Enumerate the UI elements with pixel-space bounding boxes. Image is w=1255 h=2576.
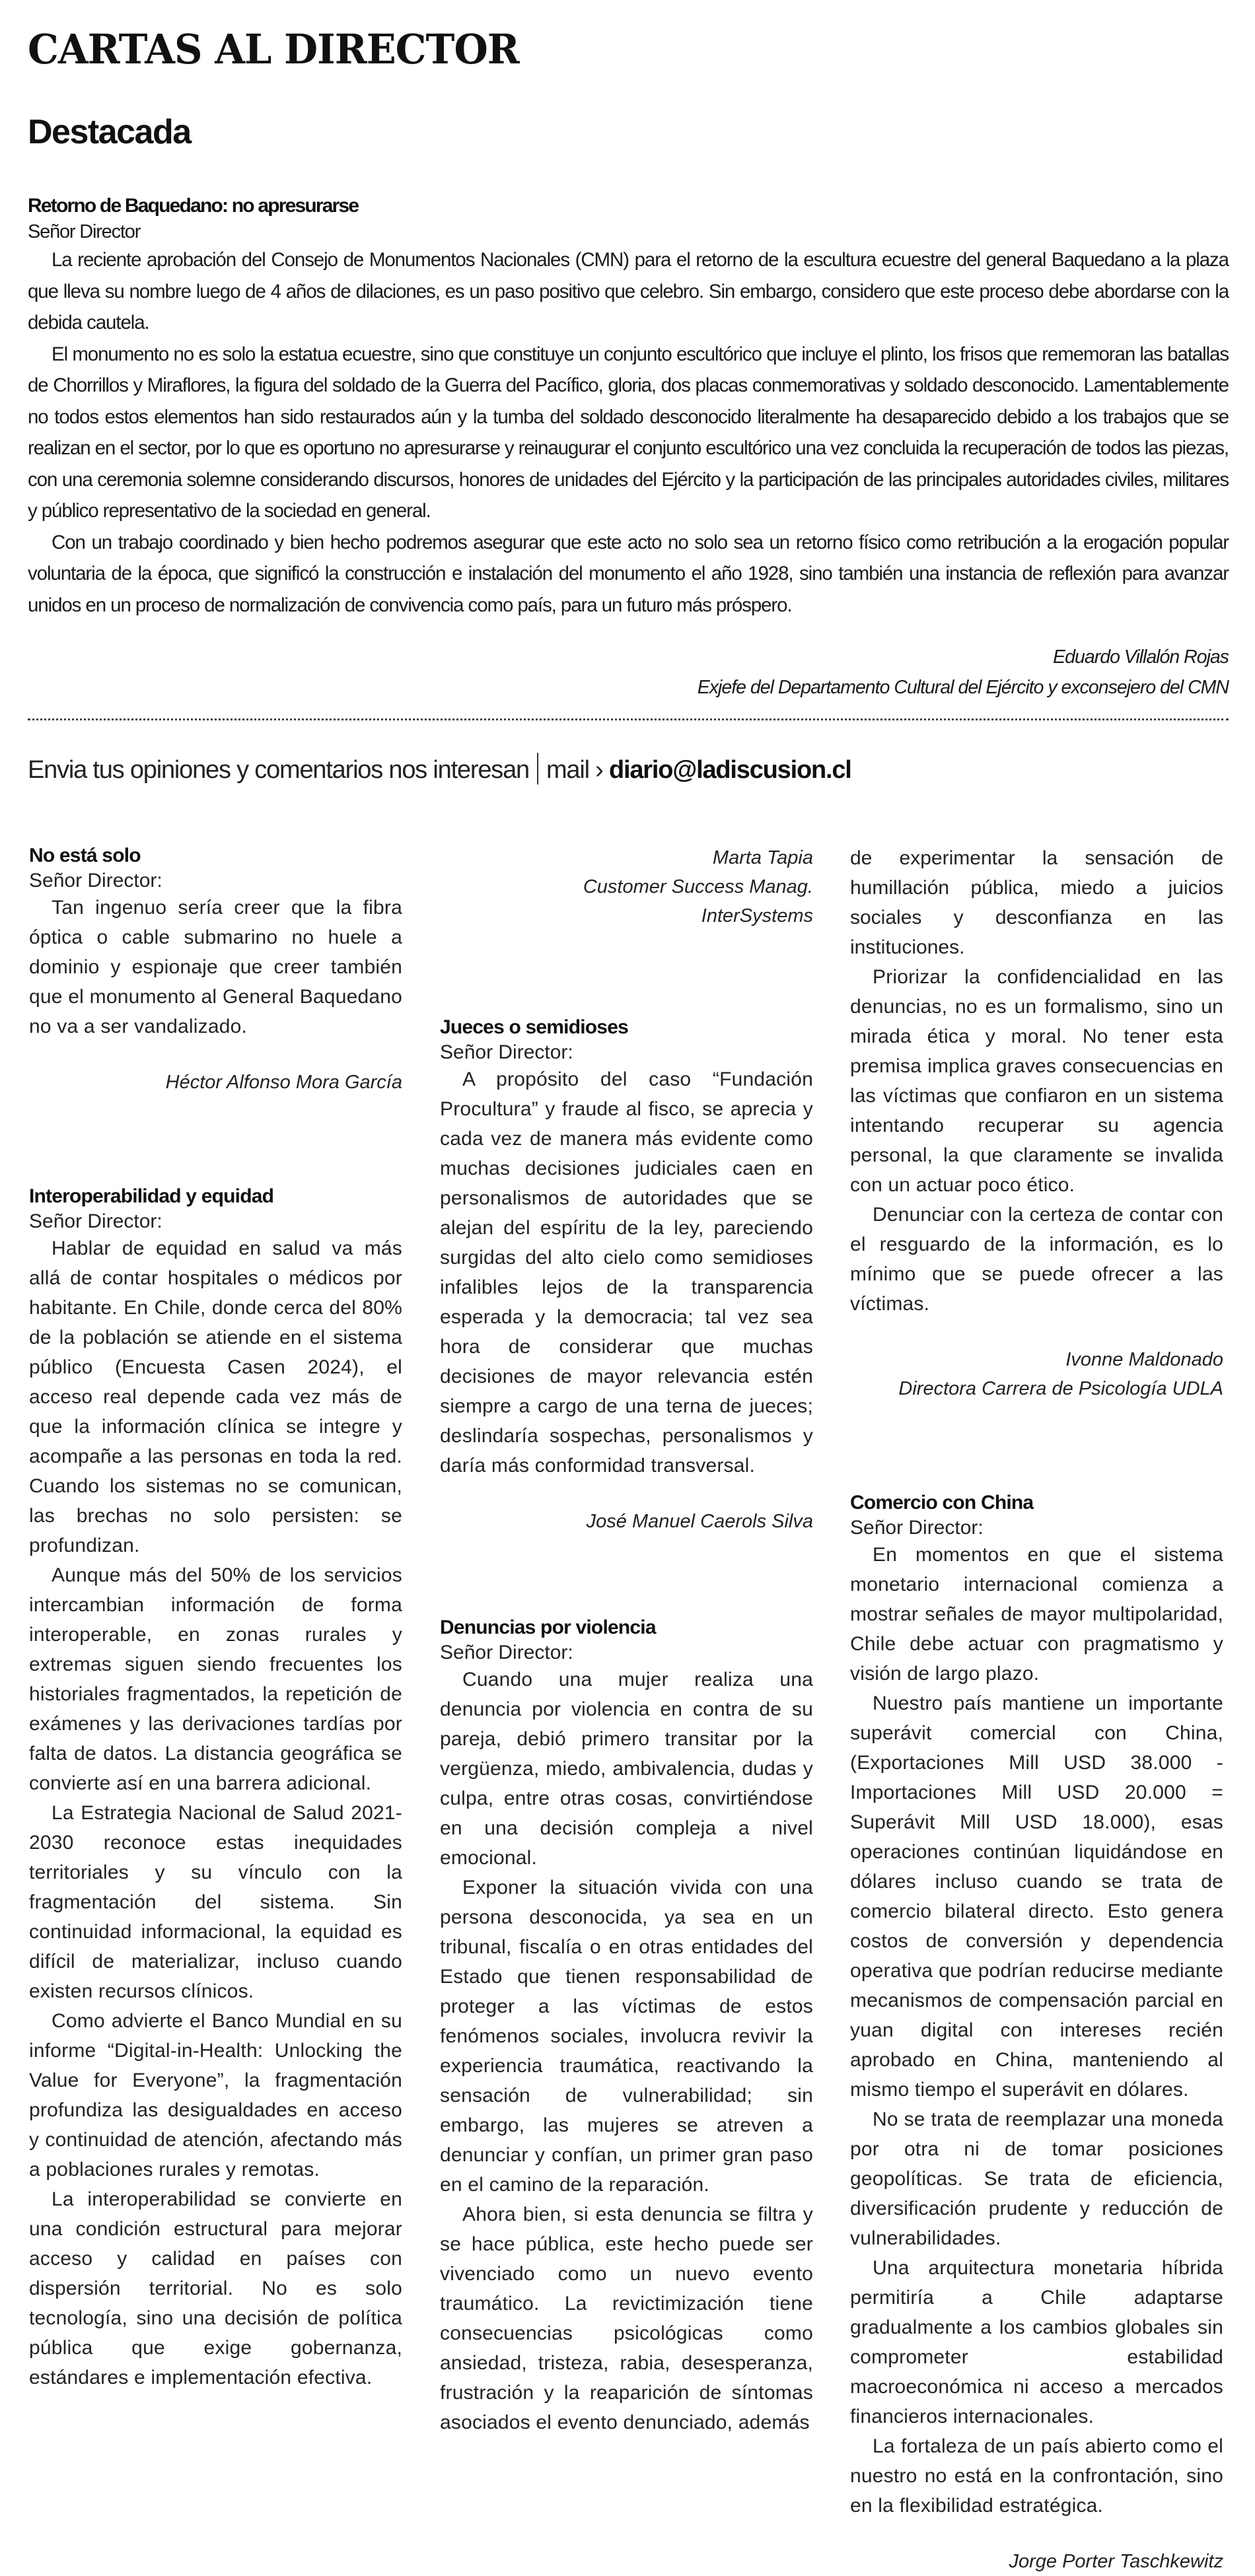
letter-paragraph: La Estrategia Nacional de Salud 2021-2030 reconoce estas inequidades territoriales y su vínculo con la fragmentación del sistema. Sin continuidad informacional, la equidad es difícil de materializar, incluso cuando existen recursos clínicos. <box>29 1802 402 2002</box>
letter-paragraph: La fortaleza de un país abierto como el nuestro no está en la confrontación, sino en la flexibilidad estratégica. <box>850 2435 1223 2517</box>
letter-paragraph: La reciente aprobación del Consejo de Monumentos Nacionales (CMN) para el retorno de la escultura ecuestre del general Baquedano a la plaza que lleva su nombre luego de 4 años de dilaciones, es un paso positivo que celebro. Sin embargo, considero que este proceso debe abordarse con la debida cautela. <box>28 249 1229 333</box>
letter-paragraph: Priorizar la confidencialidad en las denuncias, no es un formalismo, sino un mirada ética y moral. No tener esta premisa implica graves consecuencias en las víctimas que confiaron en un sistema intentando recuperar su agencia personal, la que claramente se invalida con un actuar poco ético. <box>850 966 1223 1196</box>
author-name: Ivonne Maldonado <box>1065 1349 1223 1370</box>
letter-paragraph: A propósito del caso “Fundación Procultura” y fraude al fisco, se aprecia y cada vez de manera más evidente como muchas decisiones judiciales caen en personalismos de autoridades que se alejan del espíritu de la ley, pareciendo surgidas del alto cielo como semidioses infalibles lejos de la transparencia esperada y la democracia; tal vez sea hora de considerar que muchas decisiones de mayor relevancia estén siempre a cargo de una terna de jueces; deslindaría sospechas, personalismos y daría más conformidad transversal. <box>440 1068 813 1477</box>
letter-salutation: Señor Director: <box>850 1517 984 1539</box>
author-name: Héctor Alfonso Mora García <box>165 1072 402 1093</box>
contact-banner <box>28 753 851 784</box>
letter-paragraph: El monumento no es solo la estatua ecuestre, sino que constituye un conjunto escultórico que incluye el plinto, los frisos que rememoran las batallas de Chorrillos y Miraflores, la figura del soldado de la Guerra del Pacífico, gloria, dos placas conmemorativas y soldado desconocido. Lamentablemente no todos estos elementos han sido restaurados aún y la tumba del soldado desconocido literalmente ha desaparecido debido a los trabajos que se realizan en el sector, por lo que es oportuno no apresurarse y reinaugurar el conjunto escultórico una vez concluida la recuperación de todos las piezas, con una ceremonia solemne considerando discursos, honores de unidades del Ejército y la participación de las principales autoridades civiles, militares y público representativo de la sociedad en general. <box>28 343 1229 522</box>
letter-paragraph: Hablar de equidad en salud va más allá de contar hospitales o médicos por habitante. En Chile, donde cerca del 80% de la población se atiende en el sistema público (Encuesta Casen 2024), el acceso real depende cada vez más de que la información clínica se integre y acompañe a las personas en toda la red. Cuando los sistemas no se comunican, las brechas no solo persisten: se profundizan. <box>29 1237 402 1556</box>
section-title: Destacada <box>28 113 191 151</box>
separator <box>537 753 538 784</box>
letter-paragraph: Exponer la situación vivida con una persona desconocida, ya sea en un tribunal, fiscalía o en otras entidades del Estado que tienen responsabilidad de proteger a las víctimas de estos fenómenos sociales, involucra revivir la experiencia traumática, reactivando la sensación de vulnerabilidad; sin embargo, las mujeres se atreven a denunciar y confían, un primer gran paso en el camino de la reparación. <box>440 1877 813 2196</box>
column-2 <box>440 843 813 2437</box>
author-name: Jorge Porter Taschkewitz <box>1009 2551 1223 2572</box>
column-1 <box>29 843 402 2392</box>
letter-paragraph: No se trata de reemplazar una moneda por otra ni de tomar posiciones geopolíticas. Se trata de eficiencia, diversificación prudente y reducción de vulnerabilidades. <box>850 2108 1223 2249</box>
letter-signature <box>28 642 1229 703</box>
letter-salutation: Señor Director: <box>440 1041 573 1063</box>
letter-paragraph: Denunciar con la certeza de contar con el resguardo de la información, es lo mínimo que se puede ofrecer a las víctimas. <box>850 1204 1223 1315</box>
letter-denuncias-continued <box>850 962 1223 1403</box>
letter-paragraph: Ahora bien, si esta denuncia se filtra y se hace pública, este hecho puede ser vivenciado como un nuevo evento traumático. La revictimización tiene consecuencias psicológicas como ansiedad, tristeza, rabia, desesperanza, frustración y la reaparición de síntomas asociados el evento denunciado, además <box>440 2204 813 2433</box>
letter-paragraph: Cuando una mujer realiza una denuncia por violencia en contra de su pareja, debió primero transitar por la vergüenza, miedo, ambivalencia, dudas y culpa, entre otras cosas, convirtiéndose en una decisión compleja a nivel emocional. <box>440 1669 813 1869</box>
letter-paragraph: La interoperabilidad se convierte en una condición estructural para mejorar acceso y calidad en países con dispersión territorial. No es solo tecnología, sino una decisión de política pública que exige gobernanza, estándares e implementación efectiva. <box>29 2188 402 2388</box>
letter-salutation: Señor Director: <box>440 1642 573 1663</box>
letter-china <box>850 1490 1223 2576</box>
letter-paragraph: Una arquitectura monetaria híbrida permitiría a Chile adaptarse gradualmente a los cambios globales sin comprometer estabilidad macroeconómica ni acceso a mercados financieros internacionales. <box>850 2257 1223 2427</box>
letter-no-esta-solo <box>29 843 402 1097</box>
featured-letter <box>28 193 1229 703</box>
letter-heading: No está solo <box>29 845 141 866</box>
author-org: InterSystems <box>701 905 813 926</box>
letter-paragraph: Nuestro país mantiene un importante superávit comercial con China, (Exportaciones Mill USD 38.000 - Importaciones Mill USD 20.000 = Superávit Mill USD 18.000), esas operaciones continúan liquidándose en dólares incluso cuando se trata de comercio bilateral directo. Esto genera costos de conversión y dependencia operativa que podrían reducirse mediante mecanismos de compensación parcial en yuan digital con intereses recién aprobado en China, manteniendo al mismo tiempo el superávit en dólares. <box>850 1692 1223 2101</box>
author-name: Marta Tapia <box>712 847 813 868</box>
contact-text: Envia tus opiniones y comentarios nos interesan <box>28 756 529 784</box>
author-role: Customer Success Manag. <box>583 876 813 897</box>
letter-salutation: Señor Director: <box>29 1210 162 1232</box>
letter-paragraph: En momentos en que el sistema monetario internacional comienza a mostrar señales de mayor multipolaridad, Chile debe actuar con pragmatismo y visión de largo plazo. <box>850 1544 1223 1685</box>
letter-paragraph: Como advierte el Banco Mundial en su informe “Digital-in-Health: Unlocking the Value for Everyone”, la fragmentación profundiza las desigualdades en acceso y continuidad de atención, afectando más a poblaciones rurales y remotas. <box>29 2010 402 2180</box>
mail-label: mail › <box>546 756 603 784</box>
letter-paragraph: Aunque más del 50% de los servicios intercambian información de forma interoperable, en zonas rurales y extremas siguen siendo frecuentes los historiales fragmentados, la repetición de exámenes y las derivaciones tardías por falta de datos. La distancia geográfica se convierte así en una barrera adicional. <box>29 1564 402 1794</box>
page-title: CARTAS AL DIRECTOR <box>28 25 519 73</box>
letter-salutation: Señor Director: <box>29 870 162 891</box>
author-role: Directora Carrera de Psicología UDLA <box>898 1378 1223 1399</box>
column-3 <box>850 843 1223 2576</box>
letter-paragraph-continued: de experimentar la sensación de humillación pública, miedo a juicios sociales y desconfianza en las instituciones. <box>850 847 1223 958</box>
author-name: José Manuel Caerols Silva <box>586 1511 813 1532</box>
dotted-divider <box>28 718 1229 720</box>
email-link[interactable]: diario@ladiscusion.cl <box>609 756 851 784</box>
letter-interoperabilidad <box>29 1184 402 2392</box>
author-title: Exjefe del Departamento Cultural del Ejército y exconsejero del CMN <box>697 677 1229 698</box>
letter-jueces <box>440 1015 813 1536</box>
letter-heading: Retorno de Baquedano: no apresurarse <box>28 195 359 217</box>
author-name: Eduardo Villalón Rojas <box>1053 646 1229 668</box>
letter-heading: Jueces o semidioses <box>440 1016 628 1038</box>
letter-heading: Interoperabilidad y equidad <box>29 1185 274 1207</box>
letter-paragraph: Con un trabajo coordinado y bien hecho podremos asegurar que este acto no solo sea un retorno físico como retribución a la erogación popular voluntaria de la época, que significó la construcción e instalación del monumento el año 1928, sino también una instancia de reflexión para avanzar unidos en un proceso de normalización de convivencia como país, para un futuro más próspero. <box>28 531 1229 616</box>
letter-paragraph: Tan ingenuo sería creer que la fibra óptica o cable submarino no huele a dominio y espionaje que creer también que el monumento al General Baquedano no va a ser vandalizado. <box>29 897 402 1037</box>
letter-heading: Comercio con China <box>850 1492 1034 1514</box>
letter-heading: Denuncias por violencia <box>440 1617 656 1638</box>
letter-denuncias <box>440 1615 813 2437</box>
letter-salutation: Señor Director <box>28 221 141 242</box>
